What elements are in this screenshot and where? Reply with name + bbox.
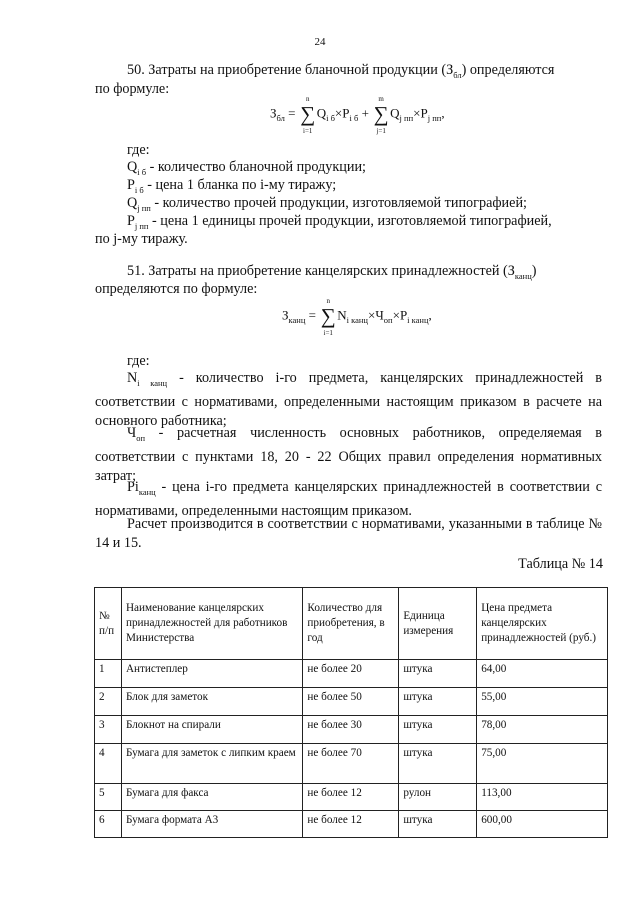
- cell-unit: рулон: [399, 784, 477, 811]
- cell-name: Блок для заметок: [121, 688, 302, 716]
- section-50-intro-line2: по формуле:: [95, 81, 170, 97]
- def51-1-symbol-sub: i канц: [137, 377, 168, 388]
- cell-quantity: не более 30: [303, 716, 399, 744]
- header-number: № п/п: [95, 588, 122, 660]
- table-row: [95, 660, 608, 688]
- formula-office-supplies: [282, 297, 432, 337]
- term-n-sub: i канц: [346, 315, 368, 326]
- def4-text: - цена 1 единицы прочей продукции, изготовляемой типографией,: [148, 213, 552, 229]
- def51-2-text: - расчетная численность основных работников, определяемая в соответствии с пунктами 18, 20 - 22 Общих правил определения нормативных затрат;: [95, 425, 602, 484]
- term-ch: Ч: [375, 307, 384, 323]
- section-50-intro-post: ) определяются: [461, 62, 555, 78]
- cell-price: 113,00: [477, 784, 608, 811]
- cell-unit: штука: [399, 811, 477, 838]
- formula-blank-products: [270, 95, 445, 135]
- section-50-intro-text: 50. Затраты на приобретение бланочной продукции (З: [127, 62, 454, 78]
- def-p-j-pp-cont: по j-му тиражу.: [95, 231, 188, 247]
- cell-name: Блокнот на спирали: [121, 716, 302, 744]
- term1-q-sub: i б: [326, 113, 335, 124]
- page-number: 24: [314, 36, 326, 48]
- def-n-i-kanc: [95, 369, 602, 431]
- cell-number: 1: [95, 660, 122, 688]
- term1-p: P: [342, 105, 350, 121]
- term1-p-sub: i б: [349, 113, 359, 124]
- sum-sign-3: n ∑ i=1: [320, 297, 336, 337]
- sum-sign-2: m ∑ j=1: [373, 95, 389, 135]
- def51-3-symbol-sub: канц: [138, 486, 156, 497]
- term2-q: Q: [390, 105, 400, 121]
- def51-1-text: - количество i-го предмета, канцелярских принадлежностей в соответствии с нормативами, определенными настоящим приказом в расчете на основного работника;: [95, 370, 603, 429]
- def4-symbol: P: [127, 213, 135, 229]
- section-51-intro-text: 51. Затраты на приобретение канцелярских принадлежностей (З: [127, 263, 515, 279]
- calculation-note: Расчет производится в соответствии с нормативами, указанными в таблице № 14 и 15.: [95, 516, 602, 551]
- formula-50-end: ,: [441, 105, 445, 121]
- def2-symbol-sub: i б: [134, 184, 144, 195]
- header-name: Наименование канцелярских принадлежностей для работников Министерства: [121, 588, 302, 660]
- cell-number: 2: [95, 688, 122, 716]
- cell-unit: штука: [399, 660, 477, 688]
- plus-sign: +: [361, 105, 369, 121]
- sum1-lower: i=1: [303, 127, 313, 135]
- def51-3-symbol: Pi: [127, 479, 139, 495]
- table-row: [95, 744, 608, 784]
- cell-quantity: не более 50: [303, 688, 399, 716]
- def3-text: - количество прочей продукции, изготовляемой типографией;: [150, 195, 527, 211]
- term2-q-sub: j пп: [399, 113, 414, 124]
- def1-symbol-sub: i б: [137, 166, 147, 177]
- cell-quantity: не более 12: [303, 811, 399, 838]
- header-unit: Единица измерения: [399, 588, 477, 660]
- times-4: ×: [392, 307, 400, 323]
- cell-quantity: не более 12: [303, 784, 399, 811]
- cell-price: 55,00: [477, 688, 608, 716]
- term-p-sub: i канц: [407, 315, 429, 326]
- def2-text: - цена 1 бланка по i-му тиражу;: [143, 177, 337, 193]
- formula-50-eq: =: [288, 105, 296, 121]
- cell-number: 4: [95, 744, 122, 784]
- cell-unit: штука: [399, 716, 477, 744]
- where-label-51: где:: [127, 353, 150, 369]
- formula-51-eq: =: [308, 307, 316, 323]
- def1-symbol: Q: [127, 159, 138, 175]
- table-14: [94, 587, 608, 838]
- cell-price: 600,00: [477, 811, 608, 838]
- section-51-intro-sub: канц: [514, 270, 532, 281]
- sum1-upper: n: [305, 95, 310, 103]
- times-3: ×: [367, 307, 376, 323]
- formula-50-lhs: З: [270, 105, 277, 121]
- sum-sign-1: n ∑ i=1: [300, 95, 316, 135]
- sum2-lower: j=1: [376, 127, 386, 135]
- formula-50-lhs-sub: бл: [276, 113, 285, 124]
- term-p: P: [399, 307, 408, 323]
- cell-number: 6: [95, 811, 122, 838]
- where-label-50: где:: [127, 142, 150, 158]
- table-row: [95, 784, 608, 811]
- term-n: N: [337, 307, 347, 323]
- cell-unit: штука: [399, 744, 477, 784]
- sum3-lower: i=1: [323, 329, 333, 337]
- cell-name: Бумага формата А3: [121, 811, 302, 838]
- def3-symbol: Q: [127, 195, 138, 211]
- def51-2-symbol-sub: оп: [136, 432, 146, 443]
- table-row: [95, 716, 608, 744]
- cell-quantity: не более 20: [303, 660, 399, 688]
- def3-symbol-sub: j пп: [137, 202, 151, 213]
- def1-text: - количество бланочной продукции;: [146, 159, 366, 175]
- cell-name: Бумага для факса: [121, 784, 302, 811]
- times-2: ×: [413, 105, 421, 121]
- def51-1-symbol: N: [127, 370, 138, 386]
- section-51-intro-post: ): [531, 263, 537, 279]
- cell-unit: штука: [399, 688, 477, 716]
- term1-q: Q: [316, 105, 327, 121]
- def51-2-symbol: Ч: [127, 425, 137, 441]
- table-header-row: [95, 588, 608, 660]
- cell-price: 64,00: [477, 660, 608, 688]
- def51-3-text: - цена i-го предмета канцелярских принадлежностей в соответствии с нормативами, определенными настоящим приказом.: [95, 479, 602, 519]
- cell-price: 75,00: [477, 744, 608, 784]
- term-ch-sub: оп: [383, 315, 393, 326]
- cell-price: 78,00: [477, 716, 608, 744]
- cell-number: 5: [95, 784, 122, 811]
- formula-51-lhs-sub: канц: [288, 315, 306, 326]
- table-14-header: [95, 588, 608, 660]
- section-50-intro: [95, 61, 602, 85]
- section-51-intro-line2: определяются по формуле:: [95, 281, 258, 297]
- def4-symbol-sub: j пп: [134, 220, 149, 231]
- cell-number: 3: [95, 716, 122, 744]
- cell-name: Бумага для заметок с липким краем: [121, 744, 302, 784]
- formula-51-lhs: З: [282, 307, 289, 323]
- term2-p: P: [420, 105, 428, 121]
- term2-p-sub: j пп: [427, 113, 442, 124]
- table-14-caption: Таблица № 14: [518, 556, 603, 572]
- table-14-body: [95, 660, 608, 838]
- header-price: Цена предмета канцелярских принадлежностей (руб.): [477, 588, 608, 660]
- formula-51-end: ,: [428, 307, 432, 323]
- times-1: ×: [334, 105, 343, 121]
- def-ch-op: [95, 424, 602, 486]
- def2-symbol: P: [127, 177, 135, 193]
- cell-name: Антистеплер: [121, 660, 302, 688]
- table-row: [95, 811, 608, 838]
- section-50-intro-sub: бл: [453, 69, 462, 80]
- header-quantity: Количество для приобретения, в год: [303, 588, 399, 660]
- cell-quantity: не более 70: [303, 744, 399, 784]
- sum2-upper: m: [378, 95, 384, 103]
- table-row: [95, 688, 608, 716]
- sum3-upper: n: [326, 297, 330, 305]
- def-p-j-pp: [127, 212, 602, 236]
